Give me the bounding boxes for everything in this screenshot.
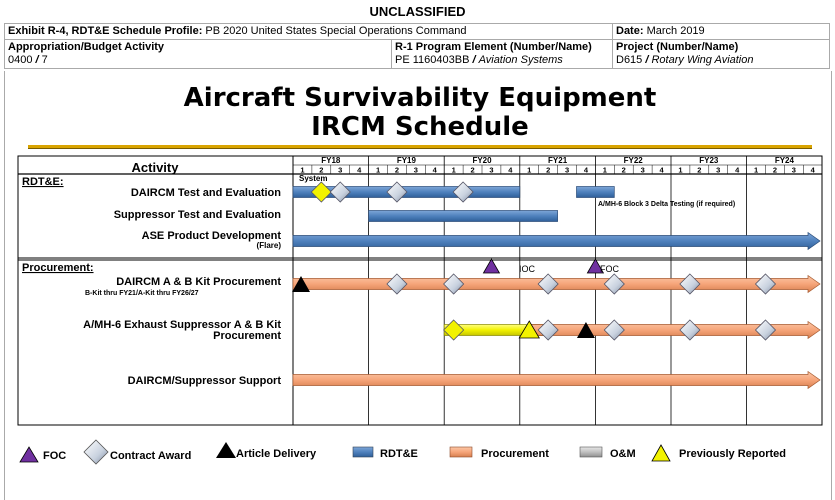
- date-label: Date:: [616, 25, 644, 37]
- contract-award-marker: [538, 320, 558, 340]
- contract-award-marker: [680, 274, 700, 294]
- project-label: Project (Number/Name): [616, 41, 739, 53]
- contract-award-marker: [538, 274, 558, 294]
- annotation-block3: A/MH-6 Block 3 Delta Testing (if required): [598, 201, 736, 208]
- legend-rdte-swatch: [353, 447, 373, 457]
- row-sub-ase-dev: (Flare): [256, 241, 281, 250]
- quarter-label: 1: [300, 165, 305, 175]
- quarter-label: 2: [772, 165, 778, 175]
- fy-label: FY20: [472, 156, 492, 165]
- schedule-bar: [293, 233, 820, 250]
- fy-label: FY21: [548, 156, 568, 165]
- approp-value-a: 0400: [8, 54, 33, 66]
- ioc-marker: [483, 259, 499, 273]
- quarter-label: 4: [357, 165, 362, 175]
- legend: [20, 440, 786, 464]
- quarter-label: 1: [375, 165, 381, 175]
- contract-award-marker: [387, 274, 407, 294]
- quarter-label: 2: [621, 165, 626, 175]
- program-element-label: R-1 Program Element (Number/Name): [395, 41, 592, 53]
- program-element-number: PE 1160403BB: [395, 54, 470, 66]
- quarter-label: 1: [527, 165, 532, 175]
- quarter-label: 2: [394, 165, 400, 175]
- fiscal-year-labels: [321, 156, 794, 165]
- schedule-bar: [577, 187, 615, 198]
- quarter-label: 4: [583, 165, 589, 175]
- section-procurement: Procurement:: [22, 262, 94, 274]
- quarter-labels: [300, 166, 815, 175]
- exhibit-label: Exhibit R-4, RDT&E Schedule Profile:: [8, 25, 203, 37]
- contract-award-marker: [444, 274, 464, 294]
- date-value: March 2019: [646, 25, 705, 37]
- fy-label: FY22: [623, 156, 643, 165]
- approp-sep: /: [35, 54, 39, 66]
- legend-rdte-label: RDT&E: [380, 448, 418, 460]
- legend-previous-icon: [652, 445, 670, 461]
- quarter-label: 2: [546, 165, 551, 175]
- fy-label: FY19: [396, 156, 416, 165]
- contract-award-marker: [330, 182, 350, 202]
- schedule-bar: [293, 372, 820, 389]
- contract-award-marker: [604, 320, 624, 340]
- approp-label: Appropriation/Budget Activity: [8, 41, 165, 53]
- legend-foc-icon: [20, 447, 38, 462]
- quarter-label: 4: [810, 165, 815, 175]
- section-rdte: RDT&E:: [22, 176, 64, 188]
- legend-procurement-swatch: [450, 447, 472, 457]
- annotation-foc: FOC: [600, 264, 619, 274]
- quarter-label: 2: [470, 165, 475, 175]
- previously-reported-marker: [444, 320, 464, 340]
- legend-om-label: O&M: [610, 448, 636, 460]
- quarter-label: 1: [602, 165, 607, 175]
- quarter-label: 2: [697, 165, 702, 175]
- fy-label: FY24: [774, 156, 794, 165]
- legend-contract-icon: [84, 440, 108, 464]
- program-element-name: Aviation Systems: [478, 54, 563, 66]
- legend-contract-label: Contract Award: [110, 450, 192, 462]
- chart-title-line2: IRCM Schedule: [311, 112, 529, 142]
- legend-previous-label: Previously Reported: [679, 448, 786, 460]
- quarter-label: 3: [716, 165, 721, 175]
- project-sep: /: [645, 54, 649, 66]
- quarter-label: 3: [489, 165, 494, 175]
- schedule-bars: [293, 187, 820, 389]
- quarter-label: 2: [319, 165, 324, 175]
- legend-om-swatch: [580, 447, 602, 457]
- contract-award-marker: [453, 182, 473, 202]
- quarter-label: 4: [735, 165, 740, 175]
- contract-award-marker: [756, 320, 776, 340]
- row-sub-daircm-kit: B-Kit thru FY21/A-Kit thru FY26/27: [85, 290, 199, 297]
- legend-foc-label: FOC: [43, 450, 67, 462]
- fy-label: FY23: [699, 156, 719, 165]
- legend-article-icon: [216, 442, 236, 458]
- quarter-label: 3: [413, 165, 418, 175]
- contract-award-marker: [604, 274, 624, 294]
- title-rule: [28, 145, 812, 148]
- classification-banner: UNCLASSIFIED: [369, 4, 466, 19]
- quarter-label: 1: [678, 165, 683, 175]
- quarter-label: 4: [432, 165, 437, 175]
- activity-header: Activity: [131, 160, 179, 175]
- exhibit-value: PB 2020 United States Special Operations Command: [205, 25, 467, 37]
- legend-article-label: Article Delivery: [236, 448, 317, 460]
- row-label-daircm-kit: DAIRCM A & B Kit Procurement: [116, 276, 281, 288]
- program-element-sep: /: [472, 54, 476, 66]
- quarter-label: 3: [338, 165, 343, 175]
- contract-award-marker: [680, 320, 700, 340]
- title-rule-shadow: [28, 148, 812, 149]
- row-label-exhaust-1: A/MH-6 Exhaust Suppressor A & B Kit: [83, 319, 281, 331]
- chart-title-line1: Aircraft Survivability Equipment: [183, 83, 657, 113]
- row-label-support: DAIRCM/Suppressor Support: [127, 375, 281, 387]
- contract-award-marker: [387, 182, 407, 202]
- quarter-label: 3: [564, 165, 570, 175]
- legend-procurement-label: Procurement: [481, 448, 549, 460]
- quarter-label: 3: [791, 165, 796, 175]
- row-label-daircm-te: DAIRCM Test and Evaluation: [130, 187, 281, 199]
- annotation-system: System: [299, 174, 328, 183]
- annotation-ioc: IOC: [519, 264, 536, 274]
- row-label-exhaust-2: Procurement: [213, 330, 281, 342]
- approp-value-b: 7: [41, 54, 48, 66]
- schedule-bar: [369, 211, 558, 222]
- quarter-label: 1: [451, 165, 456, 175]
- row-label-suppressor-te: Suppressor Test and Evaluation: [113, 209, 281, 221]
- schedule-bar: [529, 322, 820, 339]
- quarter-label: 4: [508, 165, 513, 175]
- previously-reported-marker: [311, 182, 331, 202]
- project-number: D615: [616, 54, 643, 66]
- contract-award-marker: [756, 274, 776, 294]
- project-name: Rotary Wing Aviation: [651, 54, 754, 66]
- quarter-label: 1: [753, 165, 759, 175]
- row-label-ase-dev: ASE Product Development: [141, 230, 281, 242]
- quarter-label: 3: [640, 165, 645, 175]
- fy-label: FY18: [321, 156, 341, 165]
- quarter-label: 4: [659, 165, 664, 175]
